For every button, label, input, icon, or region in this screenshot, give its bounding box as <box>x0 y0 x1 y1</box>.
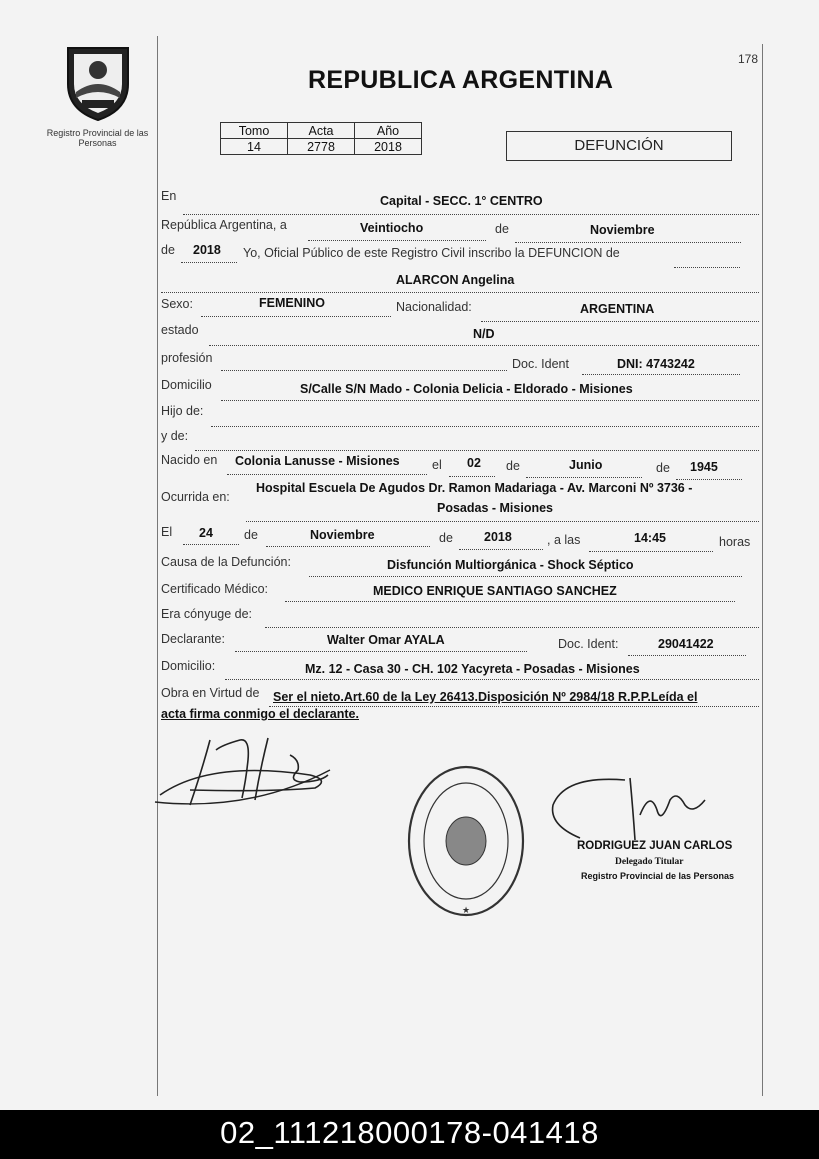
declarant-doc-value: 29041422 <box>658 637 714 651</box>
civil-status-value: N/D <box>473 327 495 341</box>
dotted-line <box>183 214 759 215</box>
acta-header: Acta <box>288 123 355 139</box>
death-day-value: 24 <box>199 526 213 540</box>
de-label: de <box>656 461 670 475</box>
officer-role: Delegado Titular <box>615 857 684 867</box>
dotted-line <box>201 316 391 317</box>
el-label: El <box>161 525 173 539</box>
domicilio2-label: Domicilio: <box>161 659 216 673</box>
dotted-line <box>449 476 495 477</box>
dotted-line <box>209 345 759 346</box>
death-time-value: 14:45 <box>634 531 666 545</box>
registry-caption: Registro Provincial de las Personas <box>46 128 149 148</box>
nacionalidad-label: Nacionalidad: <box>396 300 472 314</box>
birth-day-value: 02 <box>467 456 481 470</box>
dotted-line <box>269 706 759 707</box>
deceased-name: ALARCON Angelina <box>396 273 515 287</box>
alas-label: , a las <box>547 533 581 547</box>
dotted-line <box>265 627 759 628</box>
dotted-line <box>221 400 759 401</box>
birthplace-value: Colonia Lanusse - Misiones <box>235 454 400 468</box>
place-value: Capital - SECC. 1° CENTRO <box>380 194 543 208</box>
anio-header: Año <box>355 123 422 139</box>
de-label: de <box>495 222 509 236</box>
dotted-line <box>246 521 759 522</box>
declarant-value: Walter Omar AYALA <box>327 633 445 647</box>
de-label: de <box>439 531 453 545</box>
inscribo-label: Yo, Oficial Público de este Registro Civil inscribo la DEFUNCION de <box>243 246 620 260</box>
dotted-line <box>183 544 239 545</box>
conyuge-label: Era cónyuge de: <box>161 607 253 621</box>
dotted-line <box>674 267 740 268</box>
declarant-signature <box>150 720 340 820</box>
dotted-line <box>195 450 759 451</box>
dotted-line <box>221 370 507 371</box>
dotted-line <box>515 242 741 243</box>
dotted-line <box>225 679 759 680</box>
doc-value: DNI: 4743242 <box>617 357 695 371</box>
republica-label: República Argentina, a <box>161 218 287 232</box>
domicilio-label: Domicilio <box>161 378 212 392</box>
el-label: el <box>432 458 442 472</box>
document-id-bar <box>0 1110 819 1159</box>
reason-line2: acta firma conmigo el declarante. <box>161 707 359 721</box>
doc-label: Doc. Ident <box>512 357 569 371</box>
address-value: S/Calle S/N Mado - Colonia Delicia - Eldorado - Misiones <box>300 382 633 396</box>
tomo-acta-anio-table <box>220 122 422 155</box>
en-label: En <box>161 189 177 203</box>
sex-value: FEMENINO <box>259 296 325 310</box>
doc2-label: Doc. Ident: <box>558 637 619 651</box>
yde-label: y de: <box>161 429 189 443</box>
de-label: de <box>244 528 258 542</box>
dotted-line <box>676 479 742 480</box>
nacido-label: Nacido en <box>161 453 218 467</box>
dotted-line <box>285 601 735 602</box>
dotted-line <box>526 477 642 478</box>
month-value: Noviembre <box>590 223 655 237</box>
province-crest <box>62 40 134 122</box>
dotted-line <box>582 374 740 375</box>
record-type-box: DEFUNCIÓN <box>506 131 732 161</box>
officer-name: RODRIGUEZ JUAN CARLOS <box>577 840 733 852</box>
causa-label: Causa de la Defunción: <box>161 555 291 569</box>
officer-signature <box>545 770 715 850</box>
hijo-label: Hijo de: <box>161 404 204 418</box>
dotted-line <box>227 474 427 475</box>
declarant-address-value: Mz. 12 - Casa 30 - CH. 102 Yacyreta - Posadas - Misiones <box>305 662 640 676</box>
declarante-label: Declarante: <box>161 632 225 646</box>
cause-value: Disfunción Multiorgánica - Shock Séptico <box>387 558 634 572</box>
death-place-line2: Posadas - Misiones <box>437 501 554 515</box>
page-number: 178 <box>738 52 759 66</box>
dotted-line <box>235 651 527 652</box>
left-margin-line <box>157 36 158 1096</box>
dotted-line <box>308 240 486 241</box>
ocurrida-label: Ocurrida en: <box>161 490 230 504</box>
dotted-line <box>481 321 759 322</box>
horas-label: horas <box>719 535 751 549</box>
day-value: Veintiocho <box>360 221 424 235</box>
certificado-label: Certificado Médico: <box>161 582 268 596</box>
estado-label: estado <box>161 323 199 337</box>
profesion-label: profesión <box>161 351 213 365</box>
dotted-line <box>211 426 759 427</box>
dotted-line <box>459 549 543 550</box>
dotted-line <box>309 576 742 577</box>
officer-org: Registro Provincial de las Personas <box>581 871 735 881</box>
death-place-line1: Hospital Escuela De Agudos Dr. Ramon Madariaga - Av. Marconi Nº 3736 - <box>256 481 693 495</box>
de-label: de <box>506 459 520 473</box>
obra-label: Obra en Virtud de <box>161 686 260 700</box>
reason-line1: Ser el nieto.Art.60 de la Ley 26413.Disposición Nº 2984/18 R.P.P.Leída el <box>273 690 698 704</box>
dotted-line <box>161 292 759 293</box>
official-seal <box>406 763 526 918</box>
anio-value: 2018 <box>355 139 422 155</box>
year-value: 2018 <box>193 243 221 257</box>
tomo-value: 14 <box>221 139 288 155</box>
birth-month-value: Junio <box>569 458 603 472</box>
dotted-line <box>589 551 713 552</box>
tomo-header: Tomo <box>221 123 288 139</box>
page-title: REPUBLICA ARGENTINA <box>308 66 614 94</box>
death-month-value: Noviembre <box>310 528 375 542</box>
nationality-value: ARGENTINA <box>580 302 655 316</box>
dotted-line <box>266 546 430 547</box>
birth-year-value: 1945 <box>690 460 718 474</box>
right-margin-line <box>762 44 763 1096</box>
svg-text:★: ★ <box>461 906 471 916</box>
death-year-value: 2018 <box>484 530 512 544</box>
dotted-line <box>628 655 746 656</box>
acta-value: 2778 <box>288 139 355 155</box>
sexo-label: Sexo: <box>161 297 193 311</box>
de-label: de <box>161 243 175 257</box>
document-id: 02_111218000178-041418 <box>220 1115 599 1150</box>
dotted-line <box>181 262 237 263</box>
certifier-value: MEDICO ENRIQUE SANTIAGO SANCHEZ <box>373 584 617 598</box>
